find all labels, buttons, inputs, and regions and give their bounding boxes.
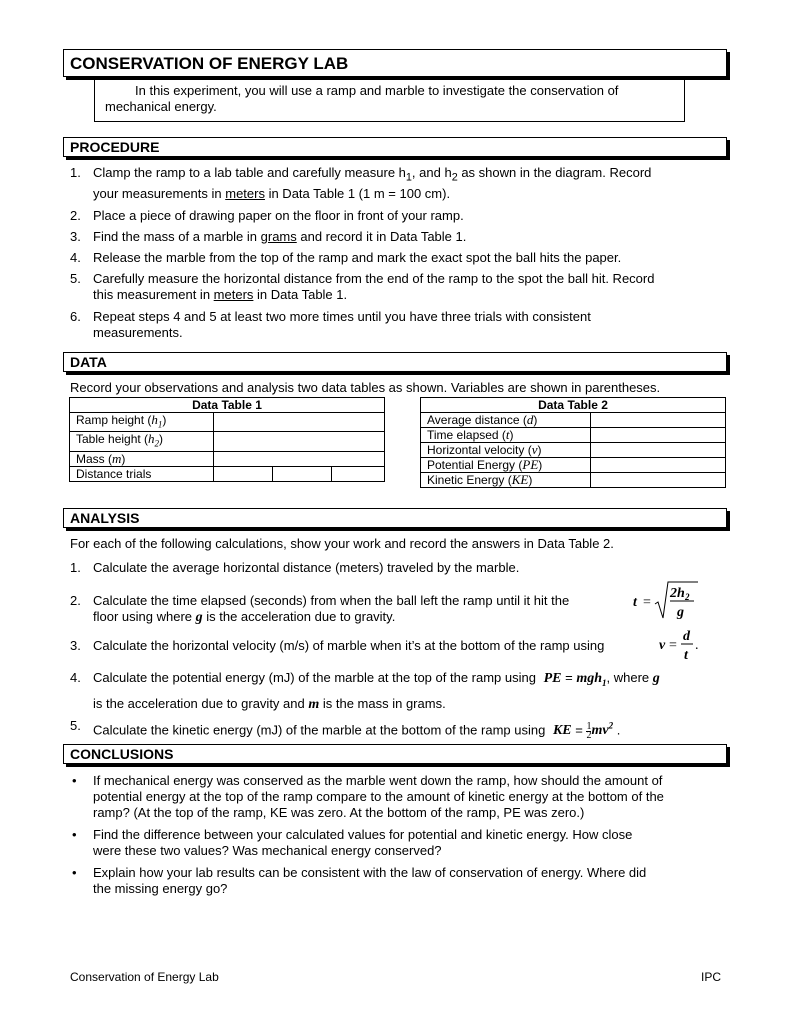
table-row (421, 428, 726, 443)
table-cell[interactable] (591, 458, 726, 473)
conclusions-list (70, 773, 725, 897)
var-text: d (526, 412, 534, 427)
var-text: KE (511, 472, 529, 487)
table-cell[interactable] (273, 466, 332, 481)
step-text: is the acceleration due to gravity. (202, 609, 396, 624)
analysis-step-2: 2. Calculate the time elapsed (seconds) from when the ball left the ramp until it hit the floor using where g is the acceleration due to gravity. (70, 593, 570, 625)
item-text: the missing energy go? (93, 881, 228, 896)
step-text: Carefully measure the horizontal distance from the end of the ramp to the spot the ball hit. Record (93, 270, 655, 286)
row-label: Average distance (d) (421, 413, 591, 428)
procedure-step-4: 4. Release the marble from the top of the ramp and mark the exact spot the ball hits the paper. (70, 249, 622, 265)
step-text: grams (260, 228, 297, 244)
table-cell[interactable] (591, 413, 726, 428)
table-cell[interactable] (214, 432, 385, 451)
footer-right: IPC (701, 970, 722, 984)
intro-text-2: mechanical energy. (105, 99, 217, 114)
row-label: Horizontal velocity (v) (421, 443, 591, 458)
table-row (421, 473, 726, 488)
step-text: Repeat steps 4 and 5 at least two more times until you have three trials with consistent (93, 308, 591, 324)
item-text: If mechanical energy was conserved as the marble went down the ramp, how should the amount of (93, 773, 663, 788)
table-cell[interactable] (214, 413, 385, 432)
table-cell[interactable] (214, 466, 273, 481)
var-text: m (112, 450, 122, 466)
step-text: Calculate the average horizontal distance (meters) traveled by the marble. (93, 560, 520, 575)
table-cell[interactable] (591, 428, 726, 443)
step-text: meters (225, 185, 265, 201)
svg-text:d: d (683, 629, 690, 644)
analysis-intro: For each of the following calculations, show your work and record the answers in Data Table 2. (70, 536, 614, 551)
row-label: Mass (m) (70, 451, 214, 466)
analysis-heading: ANALYSIS (63, 508, 727, 528)
svg-text:g: g (677, 605, 684, 620)
label-text: Time elapsed ( (427, 428, 506, 442)
procedure-heading: PROCEDURE (63, 137, 727, 157)
step-text: in Data Table 1. (253, 286, 348, 302)
table-row (421, 458, 726, 473)
item-text: Find the difference between your calculated values for potential and kinetic energy. How close (93, 827, 633, 842)
var-text: PE (522, 457, 539, 472)
label-text: Average distance ( (427, 413, 527, 427)
svg-text:t: t (684, 648, 688, 663)
conclusion-item-2: • Find the difference between your calculated values for potential and kinetic energy. How close were these two values? Was mechanical energy conserved? (72, 827, 633, 858)
table-title: Data Table 1 (70, 398, 385, 413)
var-text: h (148, 431, 155, 447)
table-cell[interactable] (591, 443, 726, 458)
intro-text: In this experiment, you will use a ramp and marble to investigate the conservation of (135, 83, 619, 98)
item-text: Explain how your lab results can be consistent with the law of conservation of energy. Where did (93, 865, 647, 880)
step-text: is the acceleration due to gravity and (93, 695, 309, 711)
label-text: Mass ( (76, 451, 112, 466)
step-text: Calculate the kinetic energy (mJ) of the marble at the bottom of the ramp using (93, 722, 546, 738)
step-text: , where (606, 670, 650, 685)
step-text: is the mass in grams. (319, 695, 446, 711)
intro-box (94, 80, 685, 122)
table-row (70, 413, 385, 432)
svg-text:2: 2 (685, 592, 690, 602)
step-text: as shown in the diagram. Record (457, 165, 652, 180)
step-text: Place a piece of drawing paper on the floor in front of your ramp. (93, 207, 464, 223)
step-text: this measurement in (93, 286, 214, 302)
time-formula (630, 578, 700, 622)
step-text: in Data Table 1 (1 m = 100 cm). (264, 185, 451, 201)
row-label: Kinetic Energy (KE) (421, 473, 591, 488)
label-text: Potential Energy ( (427, 458, 523, 472)
item-text: potential energy at the top of the ramp compare to the amount of kinetic energy at the bottom of the (93, 789, 664, 804)
step-text: Calculate the potential energy (mJ) of the marble at the top of the ramp using (93, 670, 536, 685)
step-text: Calculate the time elapsed (seconds) from when the ball left the ramp until it hit the (93, 593, 570, 608)
data-table-2 (420, 397, 726, 488)
step-text: , and h (411, 165, 452, 180)
footer-left: Conservation of Energy Lab (70, 970, 219, 984)
step-text: floor using where (93, 609, 196, 624)
label-text: Table height ( (76, 432, 149, 447)
var-text: v (531, 442, 538, 457)
procedure-step-5: 5. Carefully measure the horizontal distance from the end of the ramp to the spot the ball hit. Record this measurement in meters in Data Table 1. (70, 270, 655, 302)
analysis-step-1: 1. Calculate the average horizontal distance (meters) traveled by the marble. (70, 560, 520, 575)
row-label: Table height $(h_2)$ (70, 432, 214, 451)
procedure-list (70, 165, 720, 341)
table-row (70, 466, 385, 481)
label-text: Kinetic Energy ( (427, 473, 512, 487)
row-label: Potential Energy (PE) (421, 458, 591, 473)
svg-text:t: t (633, 595, 637, 610)
procedure-step-3: 3. Find the mass of a marble in grams and record it in Data Table 1. (70, 228, 467, 244)
procedure-step-2: 2. Place a piece of drawing paper on the floor in front of your ramp. (70, 207, 464, 223)
step-text: Clamp the ramp to a lab table and carefully measure h (93, 165, 406, 180)
analysis-step-4: 4. Calculate the potential energy (mJ) of the marble at the top of the ramp using PE = mgh$_1$, where g is the acceleration due to gravity and m is the mass in grams. (70, 670, 660, 712)
table-title: Data Table 2 (421, 398, 726, 413)
procedure-step-6: 6. Repeat steps 4 and 5 at least two more times until you have three trials with consistent measurements. (70, 308, 591, 340)
step-text: your measurements in (93, 185, 226, 201)
step-text: Calculate the horizontal velocity (m/s) of marble when it’s at the bottom of the ramp using (93, 638, 605, 653)
table-cell[interactable] (591, 473, 726, 488)
label-text: Horizontal velocity ( (427, 443, 532, 457)
velocity-formula (657, 626, 703, 664)
data-intro: Record your observations and analysis two data tables as shown. Variables are shown in parentheses. (70, 380, 661, 395)
svg-text:v: v (659, 638, 666, 653)
conclusions-heading: CONCLUSIONS (63, 744, 727, 764)
table-cell[interactable] (214, 451, 385, 466)
step-text: Find the mass of a marble in (93, 228, 261, 244)
analysis-step-3: 3. Calculate the horizontal velocity (m/s) of marble when it’s at the bottom of the ramp using (70, 638, 605, 653)
var-text: t (505, 427, 510, 442)
page-title: CONSERVATION OF ENERGY LAB (63, 49, 727, 77)
svg-text:=: = (643, 595, 651, 610)
procedure-step-1: 1. Clamp the ramp to a lab table and carefully measure $h_1$, and $h_2$ as shown in the diagram. Record your measurements in meters in Data Table 1 (1 m = 100 cm). (70, 165, 652, 201)
step-text: Release the marble from the top of the ramp and mark the exact spot the ball hits the paper. (93, 249, 622, 265)
row-label: Time elapsed (t) (421, 428, 591, 443)
label-text: Ramp height ( (76, 413, 152, 427)
row-label: Distance trials (70, 466, 214, 481)
step-text: measurements. (93, 324, 183, 340)
table-row (421, 443, 726, 458)
step-text: meters (213, 286, 254, 302)
step-text: and record it in Data Table 1. (296, 228, 467, 244)
data-table-1 (69, 397, 385, 482)
table-row (70, 432, 385, 451)
conclusion-item-1: • If mechanical energy was conserved as the marble went down the ramp, how should the amount of potential energy at the top of the ramp compare to the amount of kinetic energy at the bottom of the ramp? (At the top of the ramp, KE was zero. At the bottom of the ramp, PE was zero.) (72, 773, 664, 820)
conclusion-item-3: • Explain how your lab results can be consistent with the law of conservation of energy. Where did the missing energy go? (72, 865, 647, 896)
table-row (70, 451, 385, 466)
svg-text:2h: 2h (670, 586, 685, 601)
row-label: Ramp height $(h_1)$ (70, 413, 214, 432)
item-text: were these two values? Was mechanical energy conserved? (93, 843, 442, 858)
svg-text:.: . (695, 638, 699, 653)
table-row (421, 413, 726, 428)
analysis-step-5: 5. Calculate the kinetic energy (mJ) of the marble at the bottom of the ramp using KE = $\frac{1}{2}$ $mv^2$ . (70, 717, 621, 741)
data-heading: DATA (63, 352, 727, 372)
analysis-list (70, 560, 720, 740)
table-cell[interactable] (332, 466, 385, 481)
var-text: h (151, 412, 158, 427)
item-text: ramp? (At the top of the ramp, KE was zero. At the bottom of the ramp, PE was zero.) (93, 805, 585, 820)
svg-text:=: = (669, 638, 677, 653)
